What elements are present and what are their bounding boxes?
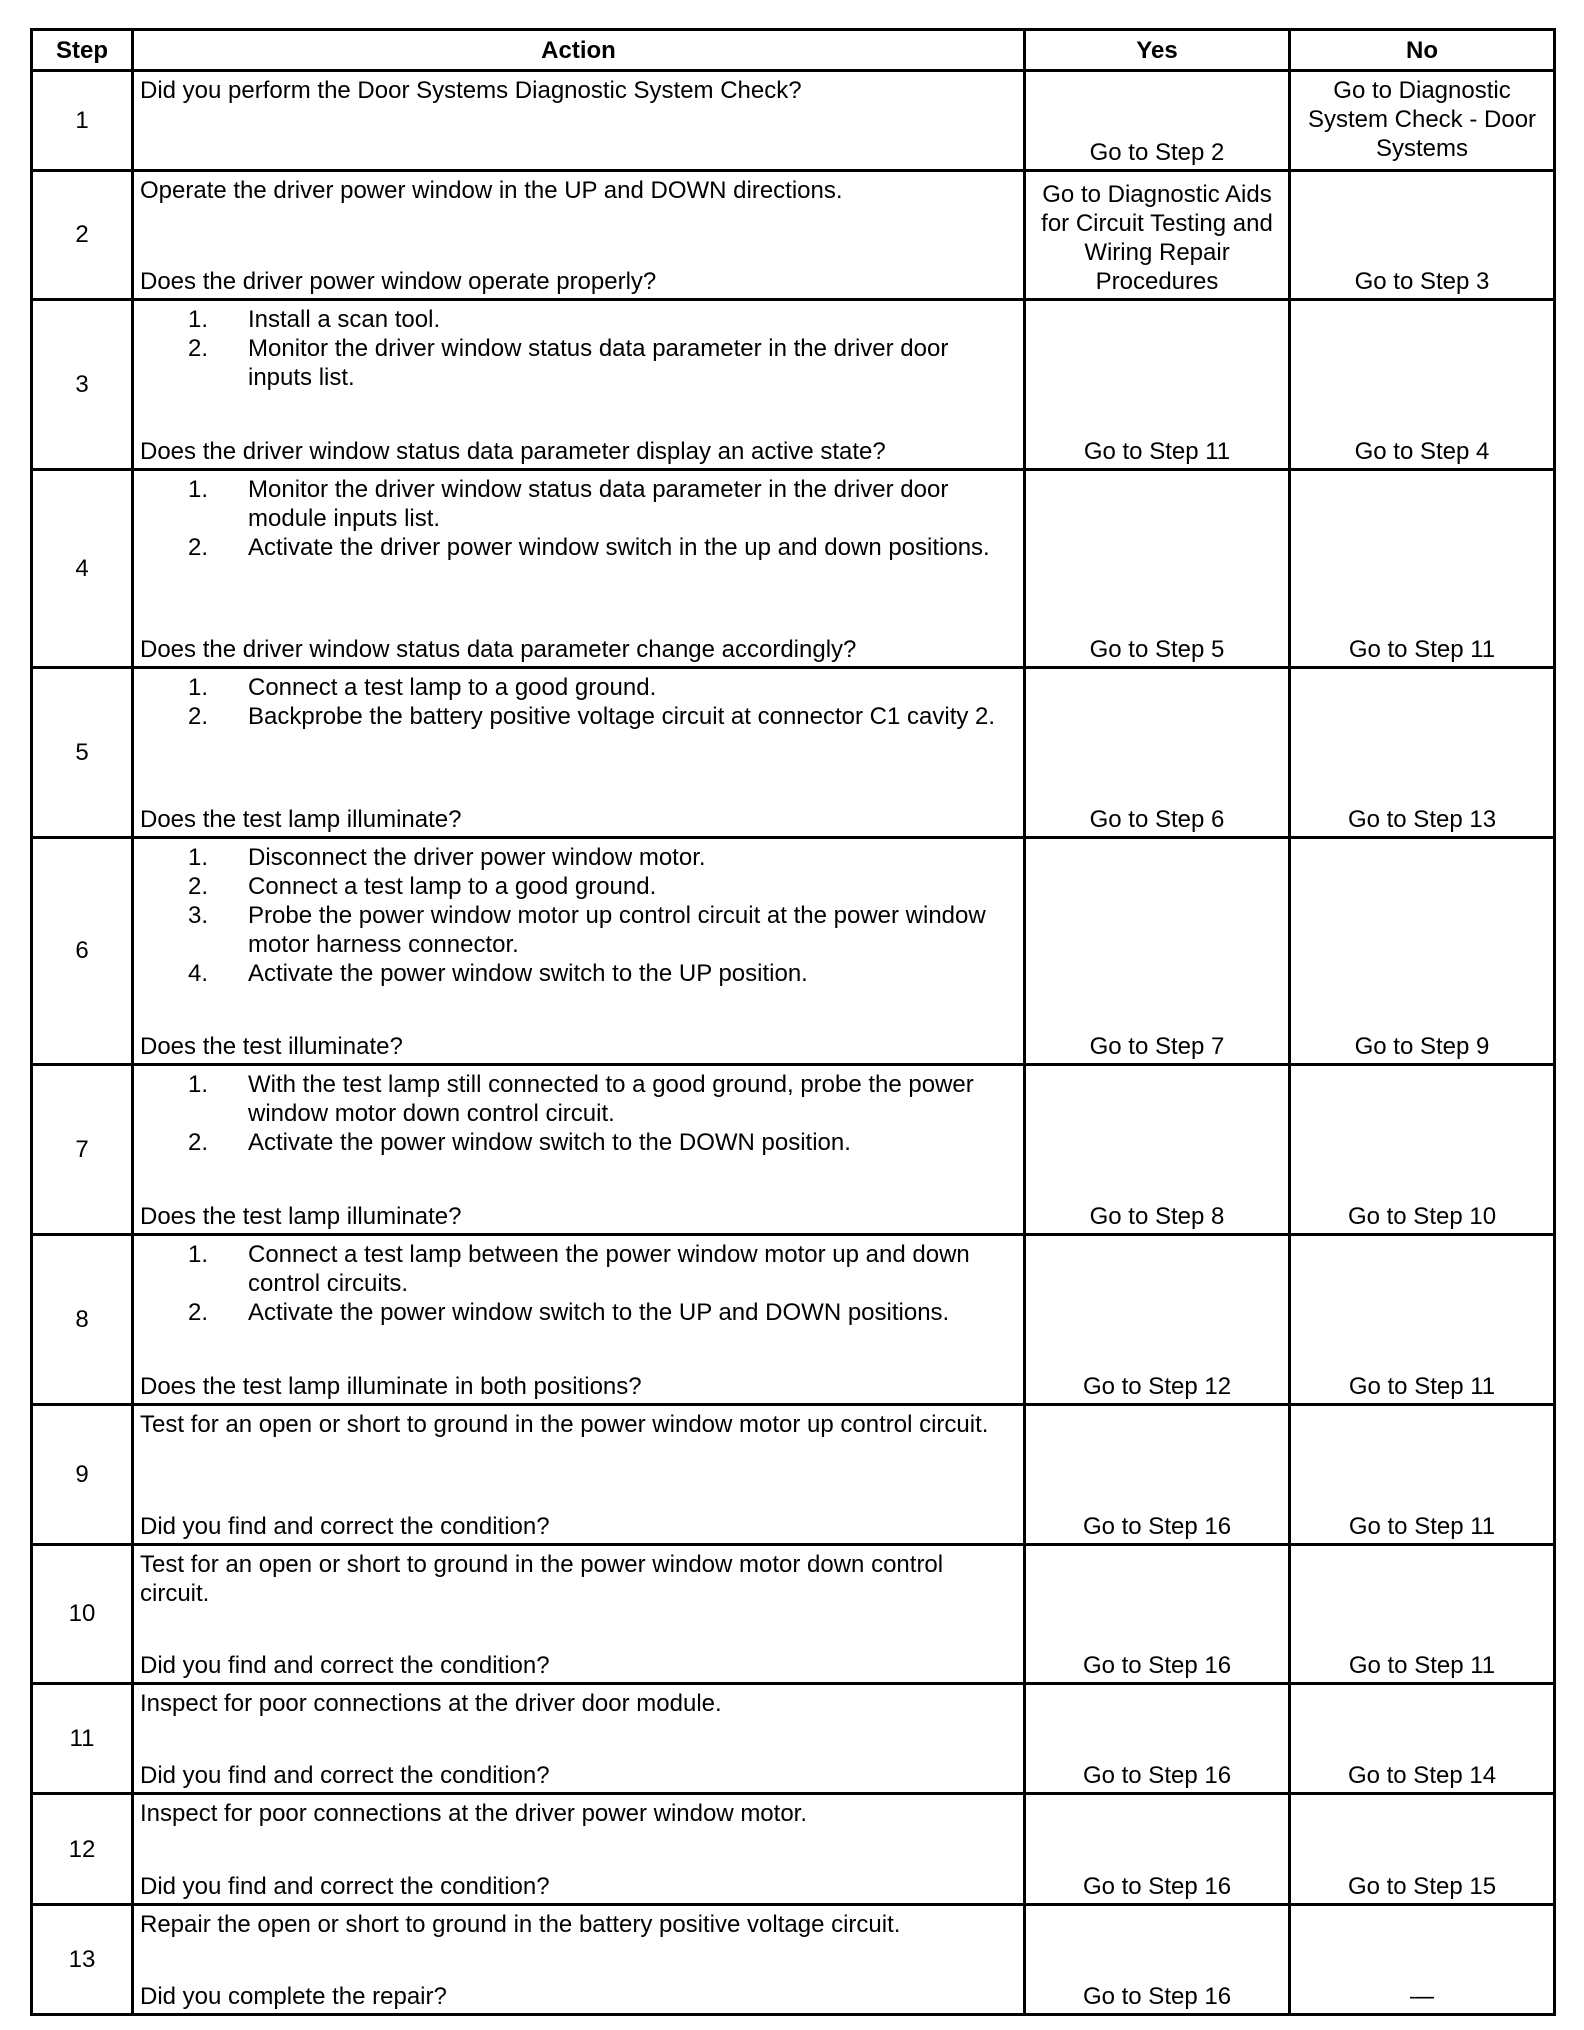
table-row bbox=[32, 71, 1555, 171]
action-step-number-text: 2. bbox=[188, 872, 209, 900]
action-instruction: Inspect for poor connections at the driver power window motor. bbox=[140, 1800, 808, 1828]
no-result: Go to Step 10 bbox=[1290, 1065, 1555, 1235]
step-number: 13 bbox=[32, 1904, 133, 2014]
action-step-list bbox=[140, 1070, 1017, 1157]
table-body bbox=[32, 71, 1555, 2015]
no-result: Go to Step 11 bbox=[1290, 1235, 1555, 1405]
step-number: 3 bbox=[32, 299, 133, 469]
action-step-text: Monitor the driver window status data parameter in the driver door module inputs list. bbox=[248, 475, 949, 532]
action-step-number bbox=[140, 901, 248, 959]
action-step-item bbox=[140, 1240, 1017, 1298]
action-question: Does the driver power window operate properly? bbox=[140, 267, 657, 295]
action-step-item bbox=[140, 475, 1017, 533]
action-step-number-text: 2. bbox=[188, 1129, 209, 1157]
action-question: Did you find and correct the condition? bbox=[140, 1762, 550, 1790]
header-no: No bbox=[1290, 30, 1555, 71]
action-cell bbox=[133, 299, 1025, 469]
no-result: Go to Diagnostic System Check - Door Systems bbox=[1290, 71, 1555, 171]
action-step-number bbox=[140, 959, 248, 988]
table-row bbox=[32, 1235, 1555, 1405]
action-step-list bbox=[140, 1240, 1017, 1327]
action-content bbox=[140, 305, 1017, 466]
table-row bbox=[32, 1065, 1555, 1235]
action-step-number-text: 2. bbox=[188, 1299, 209, 1327]
action-step-list bbox=[140, 673, 1017, 731]
step-number: 4 bbox=[32, 469, 133, 667]
action-step-text: Connect a test lamp between the power window motor up and down control circuits. bbox=[248, 1241, 970, 1298]
header-row bbox=[32, 30, 1555, 71]
action-question: Does the driver window status data parameter change accordingly? bbox=[140, 635, 857, 663]
yes-result: Go to Step 6 bbox=[1025, 667, 1290, 837]
table-row bbox=[32, 171, 1555, 299]
action-cell bbox=[133, 1065, 1025, 1235]
action-question: Did you find and correct the condition? bbox=[140, 1512, 550, 1540]
step-number: 2 bbox=[32, 171, 133, 299]
no-result: Go to Step 3 bbox=[1290, 171, 1555, 299]
table-row bbox=[32, 299, 1555, 469]
action-question: Does the driver window status data parameter display an active state? bbox=[140, 437, 886, 465]
action-cell bbox=[133, 1794, 1025, 1904]
action-step-list bbox=[140, 305, 1017, 392]
action-step-number-text: 1. bbox=[188, 475, 209, 503]
yes-result: Go to Step 11 bbox=[1025, 299, 1290, 469]
action-step-text: Activate the power window switch to the DOWN position. bbox=[248, 1129, 851, 1157]
action-cell bbox=[133, 171, 1025, 299]
table-row bbox=[32, 1904, 1555, 2014]
action-cell bbox=[133, 667, 1025, 837]
action-content bbox=[140, 1910, 1017, 2011]
action-step-number-text: 2. bbox=[188, 533, 209, 561]
step-number: 10 bbox=[32, 1544, 133, 1684]
yes-result: Go to Diagnostic Aids for Circuit Testing and Wiring Repair Procedures bbox=[1025, 171, 1290, 299]
action-content bbox=[140, 176, 1017, 295]
action-step-text: Install a scan tool. bbox=[248, 305, 441, 333]
action-step-number-text: 1. bbox=[188, 843, 209, 871]
yes-result: Go to Step 12 bbox=[1025, 1235, 1290, 1405]
action-step-item bbox=[140, 843, 1017, 872]
action-step-number bbox=[140, 1240, 248, 1298]
no-result: — bbox=[1290, 1904, 1555, 2014]
step-number: 12 bbox=[32, 1794, 133, 1904]
yes-result: Go to Step 2 bbox=[1025, 71, 1290, 171]
no-result: Go to Step 9 bbox=[1290, 837, 1555, 1065]
action-question: Does the test lamp illuminate? bbox=[140, 805, 462, 833]
table-row bbox=[32, 469, 1555, 667]
action-instruction: Test for an open or short to ground in the power window motor up control circuit. bbox=[140, 1411, 989, 1439]
yes-result: Go to Step 16 bbox=[1025, 1405, 1290, 1545]
action-content bbox=[140, 1689, 1017, 1790]
action-step-number bbox=[140, 1298, 248, 1327]
action-step-text: Monitor the driver window status data parameter in the driver door inputs list. bbox=[248, 334, 949, 391]
action-content bbox=[140, 475, 1017, 664]
step-number: 7 bbox=[32, 1065, 133, 1235]
action-step-number bbox=[140, 843, 248, 872]
action-step-item bbox=[140, 901, 1017, 959]
step-number: 6 bbox=[32, 837, 133, 1065]
action-instruction: Inspect for poor connections at the driver door module. bbox=[140, 1690, 722, 1718]
action-step-item bbox=[140, 1070, 1017, 1128]
action-step-number bbox=[140, 334, 248, 392]
table-row bbox=[32, 667, 1555, 837]
header-action: Action bbox=[133, 30, 1025, 71]
action-step-number-text: 2. bbox=[188, 334, 209, 362]
no-result: Go to Step 15 bbox=[1290, 1794, 1555, 1904]
no-result: Go to Step 11 bbox=[1290, 1405, 1555, 1545]
action-step-item bbox=[140, 533, 1017, 562]
step-number: 11 bbox=[32, 1684, 133, 1794]
table-row bbox=[32, 1684, 1555, 1794]
no-result: Go to Step 11 bbox=[1290, 1544, 1555, 1684]
action-question: Does the test lamp illuminate in both positions? bbox=[140, 1373, 642, 1401]
action-step-list bbox=[140, 843, 1017, 988]
yes-result: Go to Step 8 bbox=[1025, 1065, 1290, 1235]
action-content bbox=[140, 843, 1017, 1062]
action-step-number bbox=[140, 702, 248, 731]
action-step-item bbox=[140, 673, 1017, 702]
diagnostic-table bbox=[30, 28, 1556, 2016]
action-step-item bbox=[140, 1298, 1017, 1327]
action-step-text: With the test lamp still connected to a good ground, probe the power window motor down control circuit. bbox=[248, 1071, 974, 1128]
action-step-number-text: 1. bbox=[188, 673, 209, 701]
yes-result: Go to Step 16 bbox=[1025, 1544, 1290, 1684]
header-yes: Yes bbox=[1025, 30, 1290, 71]
action-step-number-text: 4. bbox=[188, 959, 209, 987]
action-instruction: Did you perform the Door Systems Diagnostic System Check? bbox=[140, 77, 802, 104]
table-row bbox=[32, 1405, 1555, 1545]
action-step-text: Activate the power window switch to the UP and DOWN positions. bbox=[248, 1299, 950, 1327]
step-number: 9 bbox=[32, 1405, 133, 1545]
action-step-number-text: 1. bbox=[188, 1071, 209, 1099]
action-step-text: Activate the power window switch to the UP position. bbox=[248, 959, 808, 987]
action-cell bbox=[133, 469, 1025, 667]
action-content bbox=[140, 76, 1017, 167]
action-cell bbox=[133, 837, 1025, 1065]
action-cell bbox=[133, 71, 1025, 171]
action-step-text: Activate the driver power window switch in the up and down positions. bbox=[248, 533, 990, 561]
action-step-number bbox=[140, 475, 248, 533]
action-question: Did you find and correct the condition? bbox=[140, 1652, 550, 1680]
action-content bbox=[140, 1410, 1017, 1541]
action-step-item bbox=[140, 959, 1017, 988]
action-step-text: Connect a test lamp to a good ground. bbox=[248, 872, 657, 900]
yes-result: Go to Step 16 bbox=[1025, 1794, 1290, 1904]
action-step-text: Disconnect the driver power window motor. bbox=[248, 843, 706, 871]
action-cell bbox=[133, 1684, 1025, 1794]
no-result: Go to Step 13 bbox=[1290, 667, 1555, 837]
action-question: Did you find and correct the condition? bbox=[140, 1872, 550, 1900]
action-step-number bbox=[140, 1128, 248, 1157]
action-step-number bbox=[140, 1070, 248, 1128]
yes-result: Go to Step 5 bbox=[1025, 469, 1290, 667]
action-question: Does the test lamp illuminate? bbox=[140, 1203, 462, 1231]
action-step-list bbox=[140, 475, 1017, 562]
action-step-item bbox=[140, 702, 1017, 731]
action-instruction: Operate the driver power window in the UP and DOWN directions. bbox=[140, 177, 843, 205]
action-step-number-text: 2. bbox=[188, 702, 209, 730]
action-content bbox=[140, 1240, 1017, 1401]
action-step-item bbox=[140, 334, 1017, 392]
action-step-number-text: 1. bbox=[188, 305, 209, 333]
action-step-number bbox=[140, 305, 248, 334]
action-step-number bbox=[140, 872, 248, 901]
no-result: Go to Step 14 bbox=[1290, 1684, 1555, 1794]
action-step-item bbox=[140, 872, 1017, 901]
action-step-item bbox=[140, 1128, 1017, 1157]
yes-result: Go to Step 7 bbox=[1025, 837, 1290, 1065]
action-step-number bbox=[140, 533, 248, 562]
header-step: Step bbox=[32, 30, 133, 71]
action-step-number bbox=[140, 673, 248, 702]
step-number: 1 bbox=[32, 71, 133, 171]
action-cell bbox=[133, 1544, 1025, 1684]
action-cell bbox=[133, 1235, 1025, 1405]
step-number: 5 bbox=[32, 667, 133, 837]
action-step-text: Backprobe the battery positive voltage circuit at connector C1 cavity 2. bbox=[248, 702, 996, 730]
yes-result: Go to Step 16 bbox=[1025, 1904, 1290, 2014]
action-instruction: Test for an open or short to ground in the power window motor down control circuit. bbox=[140, 1550, 944, 1607]
step-number: 8 bbox=[32, 1235, 133, 1405]
action-content bbox=[140, 673, 1017, 834]
action-instruction: Repair the open or short to ground in the battery positive voltage circuit. bbox=[140, 1910, 901, 1938]
no-result: Go to Step 11 bbox=[1290, 469, 1555, 667]
table-row bbox=[32, 1794, 1555, 1904]
action-content bbox=[140, 1799, 1017, 1900]
action-question: Did you complete the repair? bbox=[140, 1983, 447, 2010]
table-row bbox=[32, 1544, 1555, 1684]
no-result: Go to Step 4 bbox=[1290, 299, 1555, 469]
action-step-text: Connect a test lamp to a good ground. bbox=[248, 673, 657, 701]
action-cell bbox=[133, 1904, 1025, 2014]
action-content bbox=[140, 1550, 1017, 1681]
action-step-number-text: 1. bbox=[188, 1241, 209, 1269]
table-row bbox=[32, 837, 1555, 1065]
action-cell bbox=[133, 1405, 1025, 1545]
action-question: Does the test illuminate? bbox=[140, 1033, 403, 1061]
action-content bbox=[140, 1070, 1017, 1231]
action-step-number-text: 3. bbox=[188, 901, 209, 929]
yes-result: Go to Step 16 bbox=[1025, 1684, 1290, 1794]
action-step-item bbox=[140, 305, 1017, 334]
action-step-text: Probe the power window motor up control circuit at the power window motor harness connector. bbox=[248, 901, 986, 958]
